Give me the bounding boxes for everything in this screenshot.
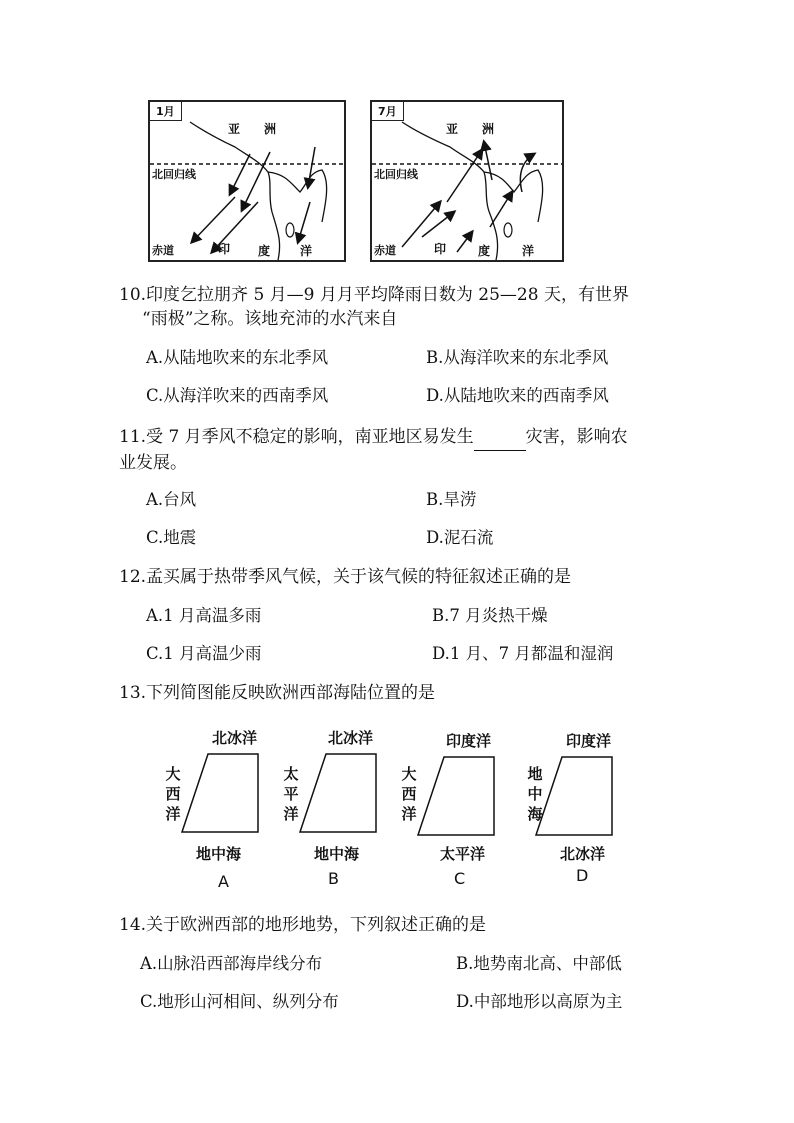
q10-option-a[interactable]: A.从陆地吹来的东北季风 (146, 348, 329, 367)
diagram-side-label: 大西洋 (165, 765, 181, 823)
map-january (148, 100, 346, 262)
q10-option-b[interactable]: B.从海洋吹来的东北季风 (426, 348, 609, 367)
q14-option-d[interactable]: D.中部地形以高原为主 (456, 992, 623, 1011)
diagram-bottom-label: 地中海 (314, 845, 360, 863)
diagram-bottom-label: 太平洋 (440, 845, 486, 863)
map-month-label: 1月 (150, 102, 182, 121)
diagram-side-label: 太平洋 (283, 765, 299, 823)
map-label-tropic: 北回归线 (374, 168, 418, 181)
map-label-yin: 印 (218, 242, 231, 256)
q13-stem: 13.下列简图能反映欧洲西部海陆位置的是 (119, 683, 436, 703)
map-label-equator: 赤道 (374, 244, 396, 257)
q12-option-a[interactable]: A.1 月高温多雨 (146, 606, 262, 625)
diagram-bottom-label: 北冰洋 (560, 845, 606, 863)
diagram-letter: A (218, 872, 229, 891)
map-label-equator: 赤道 (152, 244, 174, 257)
q12-stem: 12.孟买属于热带季风气候，关于该气候的特征叙述正确的是 (119, 567, 572, 587)
q11-stem-part2: 灾害，影响农 (525, 427, 628, 447)
q10-stem-line1: 10.印度乞拉朋齐 5 月—9 月月平均降雨日数为 25—28 天，有世界 (119, 285, 629, 305)
q11-stem-line2: 业发展。 (119, 453, 187, 473)
diagram-letter: D (576, 866, 589, 885)
q14-stem: 14.关于欧洲西部的地形地势，下列叙述正确的是 (119, 915, 487, 935)
q11-option-d[interactable]: D.泥石流 (426, 528, 494, 547)
map-july (370, 100, 564, 262)
map-label-yang: 洋 (522, 244, 535, 258)
map-label-yin: 印 (434, 242, 447, 256)
map-label-du: 度 (478, 244, 491, 258)
map-label-du: 度 (258, 244, 271, 258)
diagram-side-label: 地中海 (527, 765, 543, 823)
diagram-top-label: 北冰洋 (328, 729, 374, 747)
q10-stem-line2: “雨极”之称。该地充沛的水汽来自 (142, 309, 398, 329)
q12-option-d[interactable]: D.1 月、7 月都温和湿润 (432, 644, 614, 663)
diagram-shape (298, 752, 378, 834)
diagram-shape (180, 752, 260, 834)
q11-stem-line1 (119, 423, 628, 451)
map-label-tropic: 北回归线 (152, 168, 196, 181)
diagram-top-label: 印度洋 (566, 732, 612, 750)
q11-stem-part1: 11.受 7 月季风不稳定的影响，南亚地区易发生 (119, 427, 474, 447)
map-label-yang: 洋 (300, 244, 313, 258)
diagram-letter: B (328, 869, 339, 888)
q11-option-c[interactable]: C.地震 (146, 528, 197, 547)
q11-option-a[interactable]: A.台风 (146, 490, 197, 509)
answer-blank (474, 432, 526, 451)
diagram-letter: C (454, 869, 466, 888)
q10-option-d[interactable]: D.从陆地吹来的西南季风 (426, 386, 609, 405)
q10-option-c[interactable]: C.从海洋吹来的西南季风 (146, 386, 329, 405)
diagram-top-label: 印度洋 (446, 732, 492, 750)
map-month-label: 7月 (372, 102, 404, 121)
q12-option-c[interactable]: C.1 月高温少雨 (146, 644, 262, 663)
diagram-shape (534, 755, 614, 837)
q14-option-b[interactable]: B.地势南北高、中部低 (456, 954, 622, 973)
diagram-shape (416, 755, 496, 837)
diagram-side-label: 大西洋 (401, 765, 417, 823)
q14-option-a[interactable]: A.山脉沿西部海岸线分布 (140, 954, 323, 973)
diagram-top-label: 北冰洋 (212, 729, 258, 747)
q11-option-b[interactable]: B.旱涝 (426, 490, 477, 509)
q12-option-b[interactable]: B.7 月炎热干燥 (432, 606, 548, 625)
q14-option-c[interactable]: C.地形山河相间、纵列分布 (140, 992, 339, 1011)
map-label-asia: 亚 洲 (446, 122, 495, 136)
map-label-asia: 亚 洲 (228, 122, 277, 136)
diagram-bottom-label: 地中海 (196, 845, 242, 863)
